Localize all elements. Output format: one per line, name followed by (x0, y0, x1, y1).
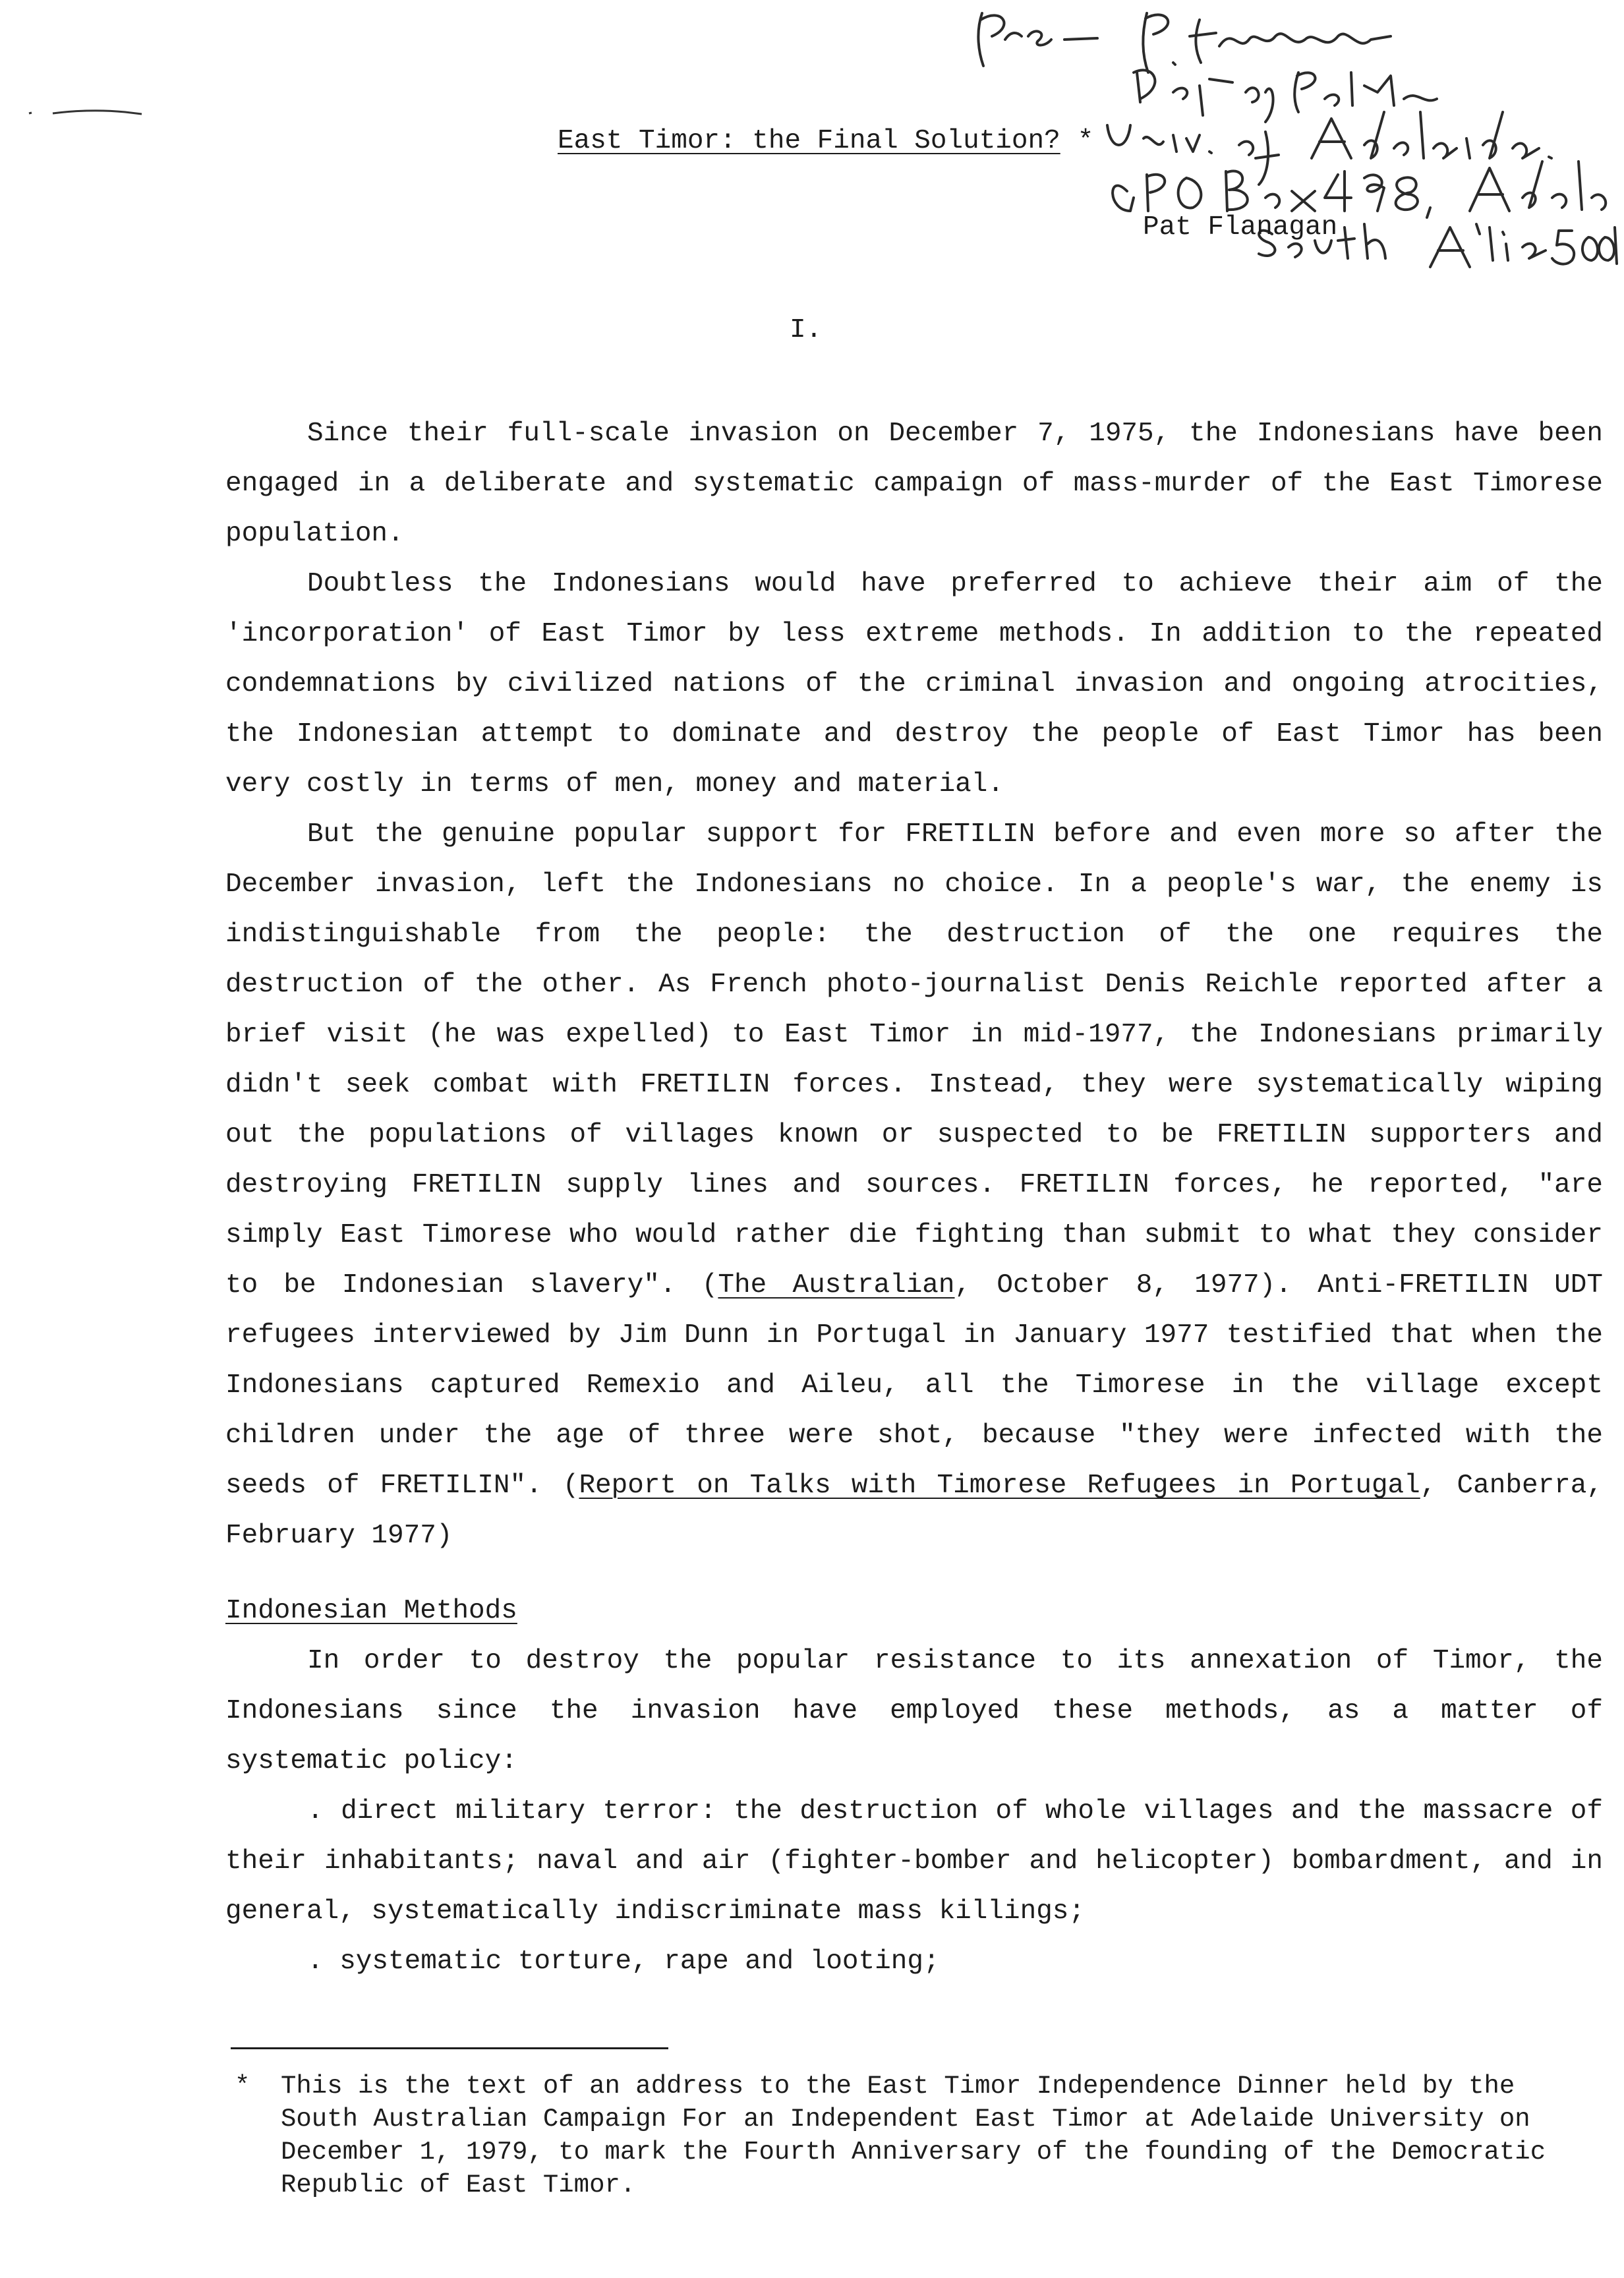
footnote-divider (231, 2047, 668, 2049)
section-number: I. (790, 315, 823, 345)
paragraph-2: Doubtless the Indonesians would have preferred to achieve their aim of the 'incorporation' of East Timor by less extreme methods. In addition to the repeated condemnations by civilized nations of the criminal invasion and ongoing atrocities, the Indonesian attempt to dominate and destroy the people of East Timor has been very costly in terms of men, money and material. (225, 569, 1603, 800)
body-text (225, 409, 1603, 1987)
methods-intro: In order to destroy the popular resistance to its annexation of Timor, the Indonesians since the invasion have employed these methods, as a matter of systematic policy: (225, 1646, 1603, 1776)
title-footnote-marker: * (1077, 126, 1094, 156)
footnote (235, 2070, 1566, 2202)
method-item: . systematic torture, rape and looting; (307, 1946, 940, 1977)
margin-scribble (26, 105, 152, 119)
paragraph-3-part-2: , October 8, 1977). Anti-FRETILIN UDT refugees interviewed by Jim Dunn in Portugal in January 1977 testified that when the Indonesians captured Remexio and Aileu, all the Timorese in the village except children under the age of three were shot, because "they were infected with the seeds of FRETILIN". ( (225, 1270, 1603, 1501)
footnote-marker: * (235, 2072, 250, 2101)
footnote-text: This is the text of an address to the East Timor Independence Dinner held by the South Australian Campaign For an Independent East Timor at Adelaide University on December 1, 1979, to mark the Fourth Anniversary of the founding of the Democratic Republic of East Timor. (281, 2072, 1546, 2200)
author-name: Pat Flanagan (1143, 212, 1338, 243)
citation-the-australian: The Australian (718, 1270, 955, 1300)
paragraph-3-part-1: But the genuine popular support for FRETILIN before and even more so after the December invasion, left the Indonesians no choice. In a people's war, the enemy is indistinguishable from the people: the destruction of the one requires the destruction of the other. As French photo-journalist Denis Reichle reported after a brief visit (he was expelled) to East Timor in mid-1977, the Indonesians primarily didn't seek combat with FRETILIN forces. Instead, they were systematically wiping out the populations of villages known or suspected to be FRETILIN supporters and destroying FRETILIN supply lines and sources. FRETILIN forces, he reported, "are simply East Timorese who would rather die fighting than submit to what they consider to be Indonesian slavery". ( (225, 819, 1603, 1300)
citation-report-on-talks: Report on Talks with Timorese Refugees in Portugal (579, 1471, 1420, 1501)
title-text: East Timor: the Final Solution? (558, 126, 1060, 156)
method-item: . direct military terror: the destruction of whole villages and the massacre of their inhabitants; naval and air (fighter-bomber and helicopter) bombardment, and in general, systematically indiscriminate mass killings; (225, 1796, 1603, 1927)
section-heading: Indonesian Methods (225, 1596, 517, 1626)
paragraph-3-part-3: , Canberra, February 1977) (225, 1471, 1603, 1551)
paragraph-3 (225, 809, 1603, 1561)
paragraph-1: Since their full-scale invasion on December 7, 1975, the Indonesians have been engaged in a deliberate and systematic campaign of mass-murder of the East Timorese population. (225, 419, 1603, 549)
